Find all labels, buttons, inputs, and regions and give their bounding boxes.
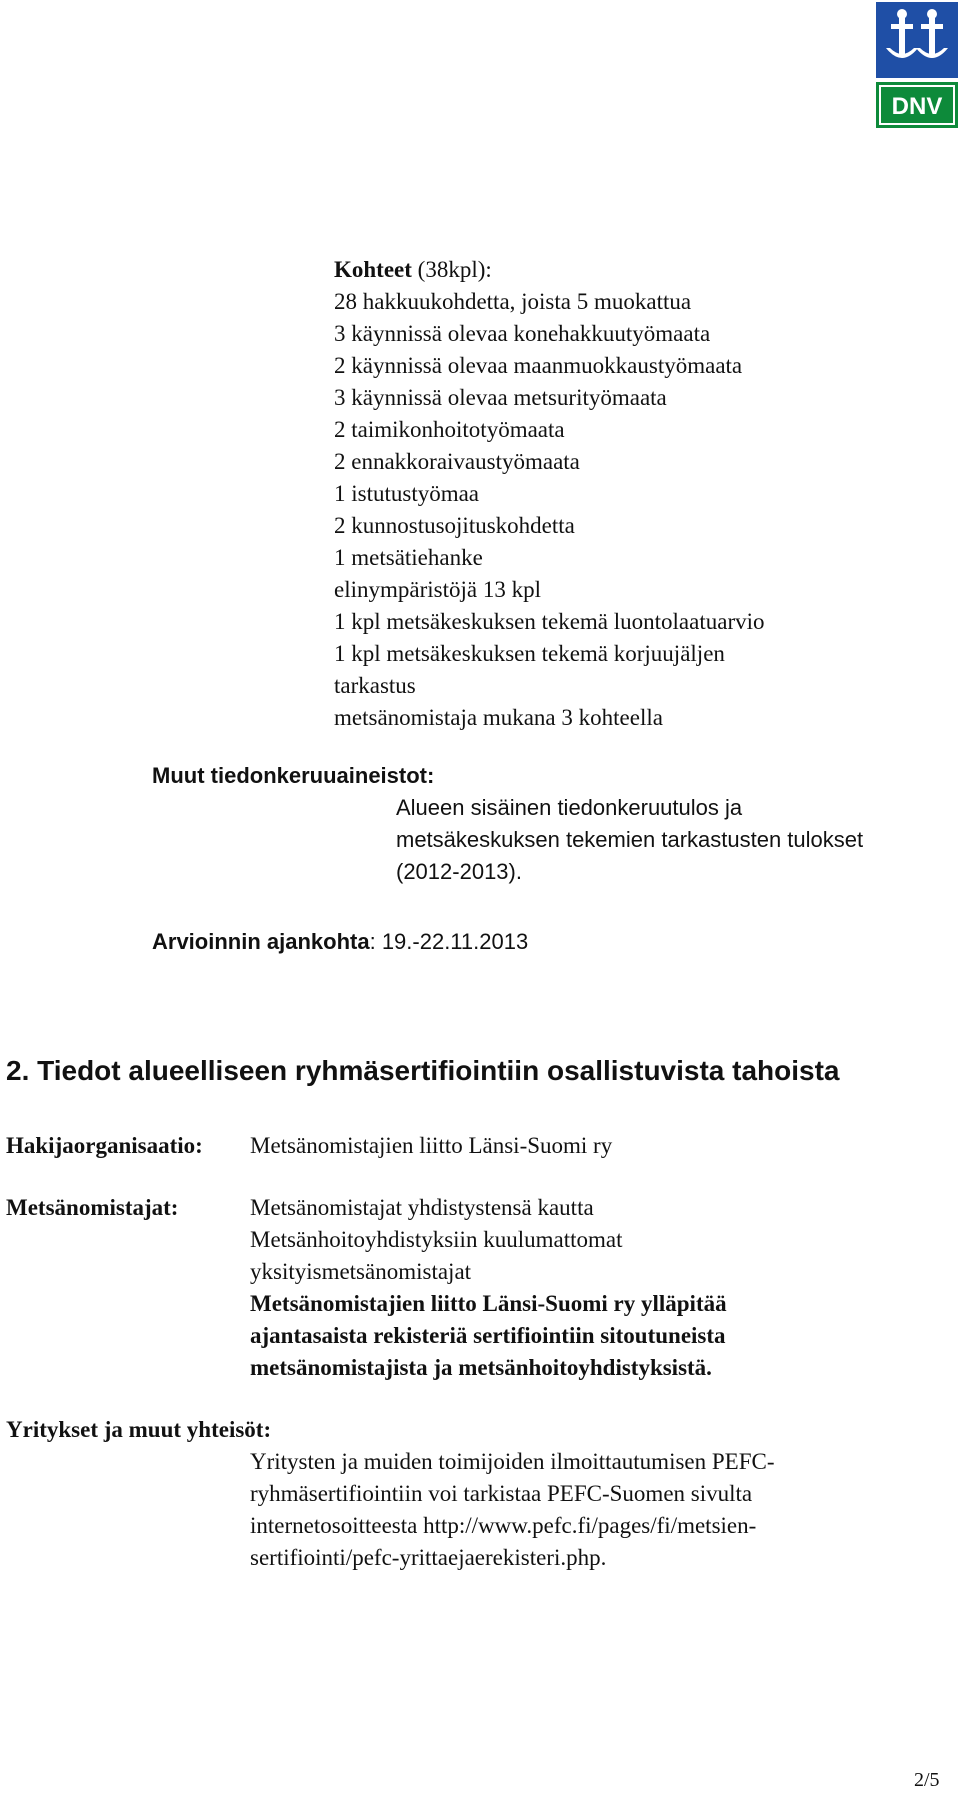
arvioinnin-label: Arvioinnin ajankohta <box>152 929 370 954</box>
yritykset-line: Yritysten ja muiden toimijoiden ilmoittautumisen PEFC- <box>250 1449 775 1474</box>
yritykset-label: Yritykset ja muut yhteisöt: <box>6 1417 272 1442</box>
metsanomistajat-bold-line: ajantasaista rekisteriä sertifiointiin sitoutuneista <box>250 1323 726 1348</box>
list-item: 1 metsätiehanke <box>334 545 483 570</box>
list-item: 2 taimikonhoitotyömaata <box>334 417 565 442</box>
list-item: 1 kpl metsäkeskuksen tekemä luontolaatuarvio <box>334 609 765 634</box>
kohteet-heading <box>334 254 934 286</box>
list-item: metsänomistaja mukana 3 kohteella <box>334 705 663 730</box>
kohteet-label: Kohteet <box>334 257 412 282</box>
metsanomistajat-bold-line: Metsänomistajien liitto Länsi-Suomi ry ylläpitää <box>250 1291 727 1316</box>
list-item: 1 kpl metsäkeskuksen tekemä korjuujäljen <box>334 641 725 666</box>
list-item: 1 istutustyömaa <box>334 481 480 506</box>
yritykset-text <box>250 1446 950 1574</box>
yritykset-line: ryhmäsertifiointiin voi tarkistaa PEFC-Suomen sivulta <box>250 1481 753 1506</box>
kohteet-count: (38kpl): <box>417 257 492 282</box>
list-item: 28 hakkuukohdetta, joista 5 muokattua <box>334 289 692 314</box>
dnv-logo-graphic <box>876 2 958 130</box>
page-number: 2/5 <box>914 1769 940 1791</box>
metsanomistajat-line: Metsänhoitoyhdistyksiin kuulumattomat <box>250 1227 623 1252</box>
arvioinnin-ajankohta <box>152 926 528 958</box>
muut-line: metsäkeskuksen tekemien tarkastusten tulokset <box>396 827 864 852</box>
metsanomistajat-bold-line: metsänomistajista ja metsänhoitoyhdistyksistä. <box>250 1355 712 1380</box>
list-item: 2 kunnostusojituskohdetta <box>334 513 575 538</box>
arvioinnin-value: : 19.-22.11.2013 <box>369 929 529 954</box>
dnv-logo <box>876 2 958 130</box>
metsanomistajat-label: Metsänomistajat: <box>6 1195 179 1220</box>
metsanomistajat-line: yksityismetsänomistajat <box>250 1259 472 1284</box>
logo-text: DNV <box>891 93 943 120</box>
yritykset-line: sertifiointi/pefc-yrittaejaerekisteri.php. <box>250 1545 607 1570</box>
list-item: tarkastus <box>334 673 416 698</box>
list-item: 3 käynnissä olevaa metsurityömaata <box>334 385 667 410</box>
list-item: 2 ennakkoraivaustyömaata <box>334 449 580 474</box>
muut-line: (2012-2013). <box>396 859 522 884</box>
metsanomistajat-line: Metsänomistajat yhdistystensä kautta <box>250 1195 594 1220</box>
list-item: elinympäristöjä 13 kpl <box>334 577 541 602</box>
list-item: 3 käynnissä olevaa konehakkuutyömaata <box>334 321 711 346</box>
list-item: 2 käynnissä olevaa maanmuokkaustyömaata <box>334 353 743 378</box>
metsanomistajat-text <box>250 1192 950 1384</box>
hakija-label: Hakijaorganisaatio: <box>6 1133 203 1158</box>
hakija-value: Metsänomistajien liitto Länsi-Suomi ry <box>250 1133 613 1158</box>
yritykset-line: internetosoitteesta http://www.pefc.fi/pages/fi/metsien- <box>250 1513 757 1538</box>
muut-label: Muut tiedonkeruuaineistot: <box>152 763 435 788</box>
kohteet-block <box>334 254 934 734</box>
muut-line: Alueen sisäinen tiedonkeruutulos ja <box>396 795 743 820</box>
logo-blue-panel <box>876 2 958 78</box>
muut-text <box>396 792 956 888</box>
section-heading: 2. Tiedot alueelliseen ryhmäsertifiointiin osallistuvista tahoista <box>6 1055 840 1086</box>
